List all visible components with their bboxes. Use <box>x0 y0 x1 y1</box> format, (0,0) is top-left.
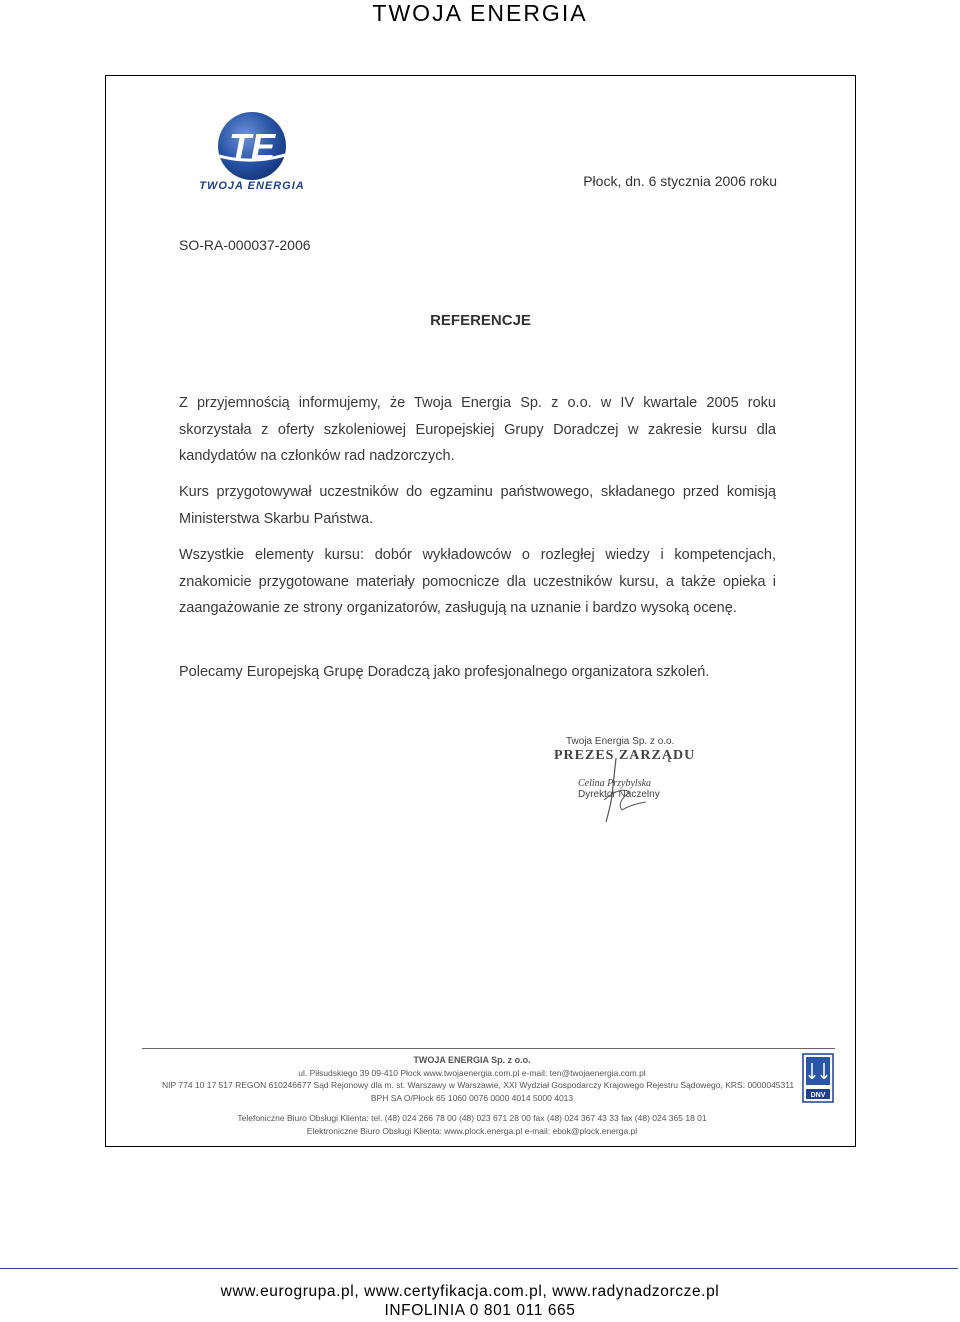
footer-divider <box>142 1048 835 1049</box>
logo-wordmark: TWOJA ENERGIA <box>199 180 305 192</box>
footer-electronic: Elektroniczne Biuro Obsługi Klienta: www.plock.energa.pl e-mail: ebok@plock.energa.pl <box>306 1125 638 1136</box>
footer-bank: BPH SA O/Płock 65 1060 0076 0000 4014 5000 4013 <box>370 1092 574 1103</box>
letter-footer <box>162 1054 795 1137</box>
paragraph-course: Kurs przygotowywał uczestników do egzaminu państwowego, składanego przed komisją Ministerstwa Skarbu Państwa. <box>179 484 776 527</box>
infoline: INFOLINIA 0 801 011 665 <box>384 1302 576 1319</box>
signature-role: PREZES ZARZĄDU <box>554 748 696 763</box>
document-heading: REFERENCJE <box>430 312 531 329</box>
website-links: www.eurogrupa.pl, www.certyfikacja.com.pl, www.radynadzorcze.pl <box>220 1283 720 1300</box>
scanned-letter <box>105 75 856 1147</box>
page-title: TWOJA ENERGIA <box>372 0 588 26</box>
footer-registry: NIP 774 10 17 517 REGON 610246677 Sąd Rejonowy dla m. st. Warszawy w Warszawie, XXI Wydział Gospodarczy Krajowego Rejestru Sądowego, KRS: 0000045311 <box>162 1080 795 1090</box>
signature-name: Celina Przybylska <box>578 778 652 789</box>
badge-text: DNV <box>810 1092 826 1099</box>
place-date: Płock, dn. 6 stycznia 2006 roku <box>583 173 777 189</box>
logo-mark: TE <box>228 126 276 167</box>
signature-company: Twoja Energia Sp. z o.o. <box>566 736 675 747</box>
footer-company: TWOJA ENERGIA Sp. z o.o. <box>413 1055 531 1065</box>
footer-phone: Telefoniczne Biuro Obsługi Klienta: tel. (48) 024 266 78 00 (48) 023 671 28 00 fax (48) 024 367 43 33 fax (48) 024 365 18 01 <box>237 1113 707 1123</box>
page-bottom-divider <box>0 1268 958 1269</box>
paragraph-intro: Z przyjemnością informujemy, że Twoja Energia Sp. z o.o. w IV kwartale 2005 roku skorzystała z oferty szkoleniowej Europejskiej Grupy Doradczej w zakresie kursu dla kandydatów na członków rad nadzorczych. <box>179 395 776 464</box>
reference-code: SO-RA-000037-2006 <box>179 237 311 253</box>
certification-badge-icon <box>802 1053 834 1103</box>
footer-address: ul. Piłsudskiego 39 09-410 Płock www.twojaenergia.com.pl e-mail: ten@twojaenergia.com.pl <box>298 1067 646 1078</box>
handwritten-signature <box>586 756 666 826</box>
paragraph-evaluation: Wszystkie elementy kursu: dobór wykładowców o rozległej wiedzy i kompetencjach, znakomicie przygotowane materiały pomocnicze dla uczestników kursu, a także opieka i zaangażowanie ze strony organizatorów, zasługują na uznanie i bardzo wysoką ocenę. <box>179 547 776 616</box>
signature-title: Dyrektor Naczelny <box>578 789 660 800</box>
paragraph-recommendation: Polecamy Europejską Grupę Doradczą jako profesjonalnego organizatora szkoleń. <box>179 664 710 680</box>
